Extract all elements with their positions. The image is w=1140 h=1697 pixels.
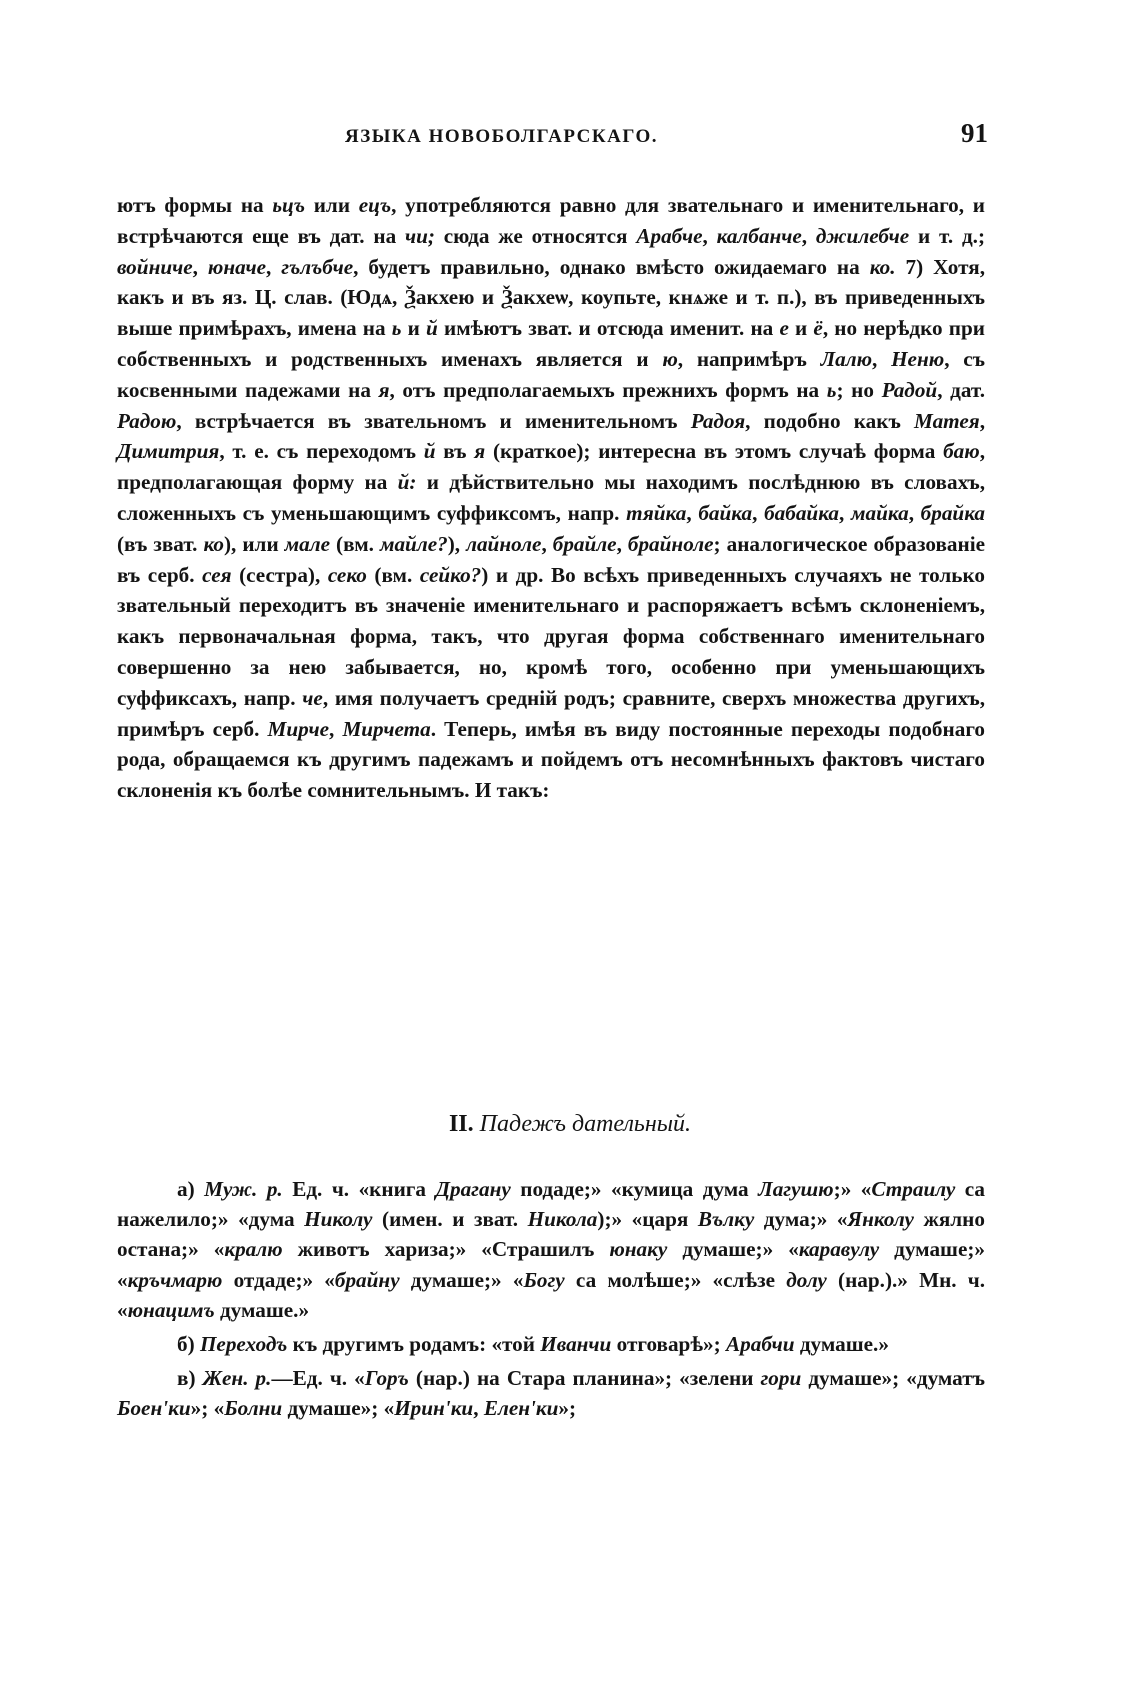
- italic-term: ко: [203, 531, 224, 556]
- italic-term: Радой: [881, 377, 938, 402]
- examples-block: [117, 1174, 985, 1424]
- italic-term: Жен. р.: [202, 1366, 272, 1391]
- running-title: ЯЗЫКА НОВОБОЛГАРСКАГО.: [345, 126, 659, 147]
- italic-term: кралю: [224, 1237, 283, 1262]
- italic-term: Горъ: [364, 1366, 409, 1391]
- italic-term: юначе: [207, 254, 266, 279]
- italic-term: ьцъ: [272, 193, 305, 217]
- italic-term: че: [302, 685, 323, 710]
- italic-term: Арабче: [636, 223, 703, 248]
- paragraph-1: ютъ формы на ьцъ или ецъ, употребляются равно для звательнаго и именительнаго, и встрѣчаются еще въ дат. на чи; сюда же относятся Арабче, калбанче, джилебче и т. д.; войниче, юначе, гълъбче, будетъ правильно, однако вмѣсто ожидаемаго на ко. 7) Хотя, какъ и въ яз. Ц. слав. (Юдѧ, Ѯакхею и Ѯакхеѡ, коупьте, кнѧже и т. п.), въ приведенныхъ выше примѣрахъ, имена на ь и й имѣютъ зват. и отсюда именит. на е и ё, но нерѣдко при собственныхъ и родственныхъ именахъ является и ю, напримѣръ Лалю, Неню, съ косвенными падежами на я, отъ предполагаемыхъ прежнихъ формъ на ь; но Радой, дат. Радою, встрѣчается въ звательномъ и именительномъ Радоя, подобно какъ Матея, Димитрия, т. е. съ переходомъ й въ я (краткое); интересна въ этомъ случаѣ форма баю, предполагающая форму на й: и дѣйствительно мы находимъ послѣднюю въ словахъ, сложенныхъ съ уменьшающимъ суффиксомъ, напр. тяйка, байка, бабайка, майка, брайка (въ зват. ко), или мале (вм. майле?), лайноле, брайле, брайноле; аналогическое образованіе въ серб. сея (сестра), секо (вм. сейко?) и др. Во всѣхъ приведенныхъ случаяхъ не только звательный переходитъ въ значеніе именительнаго и распоряжаетъ всѣмъ склоненіемъ, какъ первоначальная форма, такъ, что другая форма собственнаго именительнаго совершенно за нею забывается, но, кромѣ того, особенно при уменьшающихъ суффиксахъ, напр. че, имя получаетъ средній родъ; сравните, сверхъ множества другихъ, примѣръ серб. Мирче, Мирчета. Теперь, имѣя въ виду постоянные переходы подобнаго рода, обращаемся къ другимъ падежамъ и пойдемъ отъ несомнѣнныхъ фактовъ чистаго склоненія къ болѣе сомнительнымъ. И такъ:: [117, 193, 986, 803]
- italic-term: й: [423, 439, 436, 464]
- italic-term: гори: [760, 1366, 802, 1391]
- italic-term: Мирчета: [342, 716, 431, 741]
- italic-term: ко.: [869, 254, 896, 279]
- italic-term: Неню: [891, 346, 945, 371]
- italic-term: кръчмарю: [127, 1267, 223, 1292]
- example-paragraph-v: в) Жен. р.—Ед. ч. «Горъ (нар.) на Стара планина»; «зелени гори думаше»; «думатъ Боен'ки»; «Болни думаше»; «Ирин'ки, Елен'ки»;: [117, 1366, 985, 1421]
- italic-term: чи;: [404, 223, 435, 248]
- italic-term: баю: [943, 439, 980, 464]
- italic-term: секо: [327, 562, 367, 587]
- italic-term: Радоя: [690, 408, 746, 433]
- italic-term: Радою: [117, 408, 177, 433]
- italic-term: Муж. р.: [204, 1177, 283, 1201]
- italic-term: Янколу: [847, 1207, 914, 1232]
- example-paragraph-b: б) Переходъ къ другимъ родамъ: «той Иванчи отговарѣ»; Арабчи думаше.»: [177, 1332, 889, 1357]
- italic-term: бабайка: [764, 500, 839, 525]
- italic-term: й: [426, 316, 438, 341]
- italic-term: брайле: [552, 531, 617, 556]
- italic-term: ё: [813, 316, 823, 341]
- example-paragraph-a: а) Муж. р. Ед. ч. «книга Драгану подаде;» «кумица дума Лагушю;» «Страилу са нажелило;» «дума Николу (имен. и зват. Никола);» «царя Вълку дума;» «Янколу жялно остана;» «кралю животъ хариза;» «Страшилъ юнаку думаше;» «каравулу думаше;» «кръчмарю отдаде;» «брайну думаше;» «Богу са молѣше;» «слѣзе долу (нар.).» Мн. ч. «юнацимъ думаше.»: [117, 1177, 986, 1322]
- section-title: Падежъ дательный.: [479, 1111, 692, 1137]
- italic-term: майле?: [379, 531, 448, 556]
- italic-term: й:: [397, 470, 417, 495]
- italic-term: ь: [391, 316, 402, 341]
- italic-term: Иванчи: [540, 1332, 612, 1357]
- italic-term: сейко?: [419, 562, 482, 587]
- italic-term: е: [779, 316, 789, 341]
- italic-term: Страилу: [871, 1177, 956, 1201]
- italic-term: Арабчи: [726, 1332, 795, 1357]
- italic-term: брайну: [334, 1267, 400, 1292]
- italic-term: Болни: [224, 1396, 283, 1421]
- italic-term: Вълку: [697, 1207, 755, 1232]
- italic-term: майка: [850, 500, 909, 525]
- italic-term: лайноле: [466, 531, 542, 556]
- italic-term: Богу: [523, 1267, 565, 1292]
- italic-term: каравулу: [798, 1237, 880, 1262]
- italic-term: Мирче: [267, 716, 329, 741]
- italic-term: долу: [786, 1267, 827, 1292]
- italic-term: мале: [284, 531, 331, 556]
- italic-term: брайка: [920, 500, 986, 525]
- italic-term: сея: [202, 562, 232, 587]
- italic-term: юнаку: [609, 1237, 668, 1262]
- running-head: [110, 118, 988, 158]
- italic-term: Ирин'ки: [394, 1396, 474, 1421]
- italic-term: Драгану: [435, 1177, 511, 1201]
- section-number: II.: [448, 1111, 474, 1137]
- italic-term: ь: [826, 377, 837, 402]
- italic-term: Матея: [914, 408, 980, 433]
- italic-term: ецъ: [358, 193, 392, 217]
- italic-term: Боен'ки: [117, 1396, 191, 1421]
- italic-term: юнацимъ: [127, 1297, 215, 1322]
- italic-term: войниче: [117, 254, 193, 279]
- italic-term: байка: [698, 500, 753, 525]
- italic-term: я: [378, 377, 390, 402]
- italic-term: Димитрия: [117, 439, 220, 464]
- italic-term: тяйка: [626, 500, 687, 525]
- body-text: [117, 190, 985, 806]
- italic-term: Николу: [304, 1207, 373, 1232]
- page-number: 91: [961, 118, 988, 148]
- italic-term: брайноле: [627, 531, 714, 556]
- italic-term: я: [474, 439, 486, 464]
- italic-term: Лагушю: [758, 1177, 834, 1201]
- italic-term: ю: [662, 346, 678, 371]
- italic-term: Лалю: [820, 346, 873, 371]
- italic-term: Елен'ки: [483, 1396, 559, 1421]
- italic-term: джилебче: [815, 223, 910, 248]
- italic-term: Никола: [527, 1207, 598, 1232]
- italic-term: Переходъ: [199, 1332, 288, 1357]
- section-heading: [0, 1111, 1140, 1138]
- italic-term: гълъбче: [281, 254, 354, 279]
- italic-term: калбанче: [716, 223, 802, 248]
